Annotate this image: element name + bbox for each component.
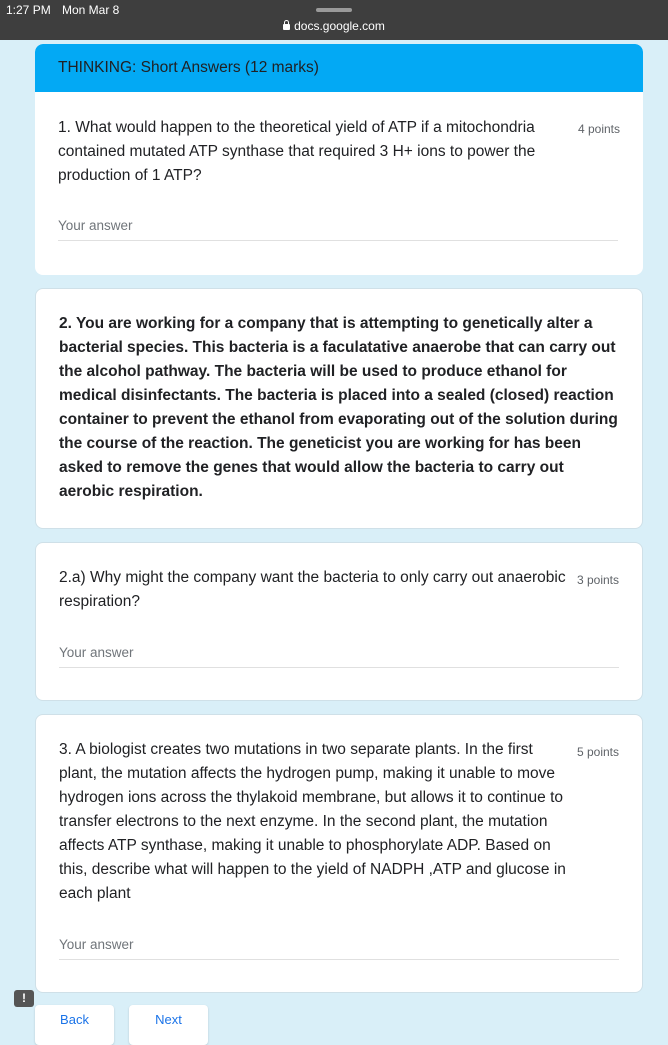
- question-3-card: [35, 714, 643, 993]
- section-card: [35, 44, 643, 275]
- section-title: THINKING: Short Answers (12 marks): [35, 44, 643, 92]
- status-date: Mon Mar 8: [62, 3, 120, 17]
- back-button[interactable]: Back: [35, 1005, 114, 1045]
- lock-icon: [283, 24, 290, 30]
- question-2a-card: [35, 542, 643, 701]
- question-2a-points: 3 points: [576, 573, 619, 587]
- status-time: 1:27 PM: [6, 3, 51, 17]
- question-3-answer-input[interactable]: Your answer: [59, 937, 619, 960]
- question-2-card: [35, 288, 643, 529]
- feedback-icon[interactable]: !: [14, 990, 34, 1007]
- question-1-text: 1. What would happen to the theoretical yield of ATP if a mitochondria contained mutated ATP synthase that required 3 H+ ions to power the production of 1 ATP?: [58, 119, 536, 184]
- question-3-points: 5 points: [576, 745, 619, 759]
- url-text: docs.google.com: [294, 19, 385, 33]
- multitask-grabber[interactable]: [316, 8, 352, 12]
- question-1-points: 4 points: [577, 122, 620, 136]
- question-2a-text: 2.a) Why might the company want the bacteria to only carry out anaerobic respiration?: [59, 569, 566, 610]
- question-2a-answer-input[interactable]: Your answer: [59, 645, 619, 668]
- address-bar[interactable]: [0, 19, 668, 33]
- next-button[interactable]: Next: [129, 1005, 208, 1045]
- question-3-text: 3. A biologist creates two mutations in two separate plants. In the first plant, the mutation affects the hydrogen pump, making it unable to move hydrogen ions across the thylakoid membrane, but allows it to continue to transfer electrons to the next enzyme. In the second plant, the mutation affects ATP synthase, making it unable to phosphorylate ADP. Based on this, describe what will happen to the yield of NADPH ,ATP and glucose in each plant: [59, 741, 566, 902]
- status-bar: [0, 0, 668, 40]
- question-1-answer-input[interactable]: Your answer: [58, 218, 618, 241]
- question-2-text: 2. You are working for a company that is attempting to genetically alter a bacterial species. This bacteria is a faculatative anaerobe that can carry out the alcohol pathway. The bacteria will be used to produce ethanol for medical disinfectants. The bacteria is placed into a sealed (closed) reaction container to prevent the ethanol from evaporating out of the solution during the course of the reaction. The geneticist you are working for has been asked to remove the genes that would allow the bacteria to carry out aerobic respiration.: [59, 315, 618, 500]
